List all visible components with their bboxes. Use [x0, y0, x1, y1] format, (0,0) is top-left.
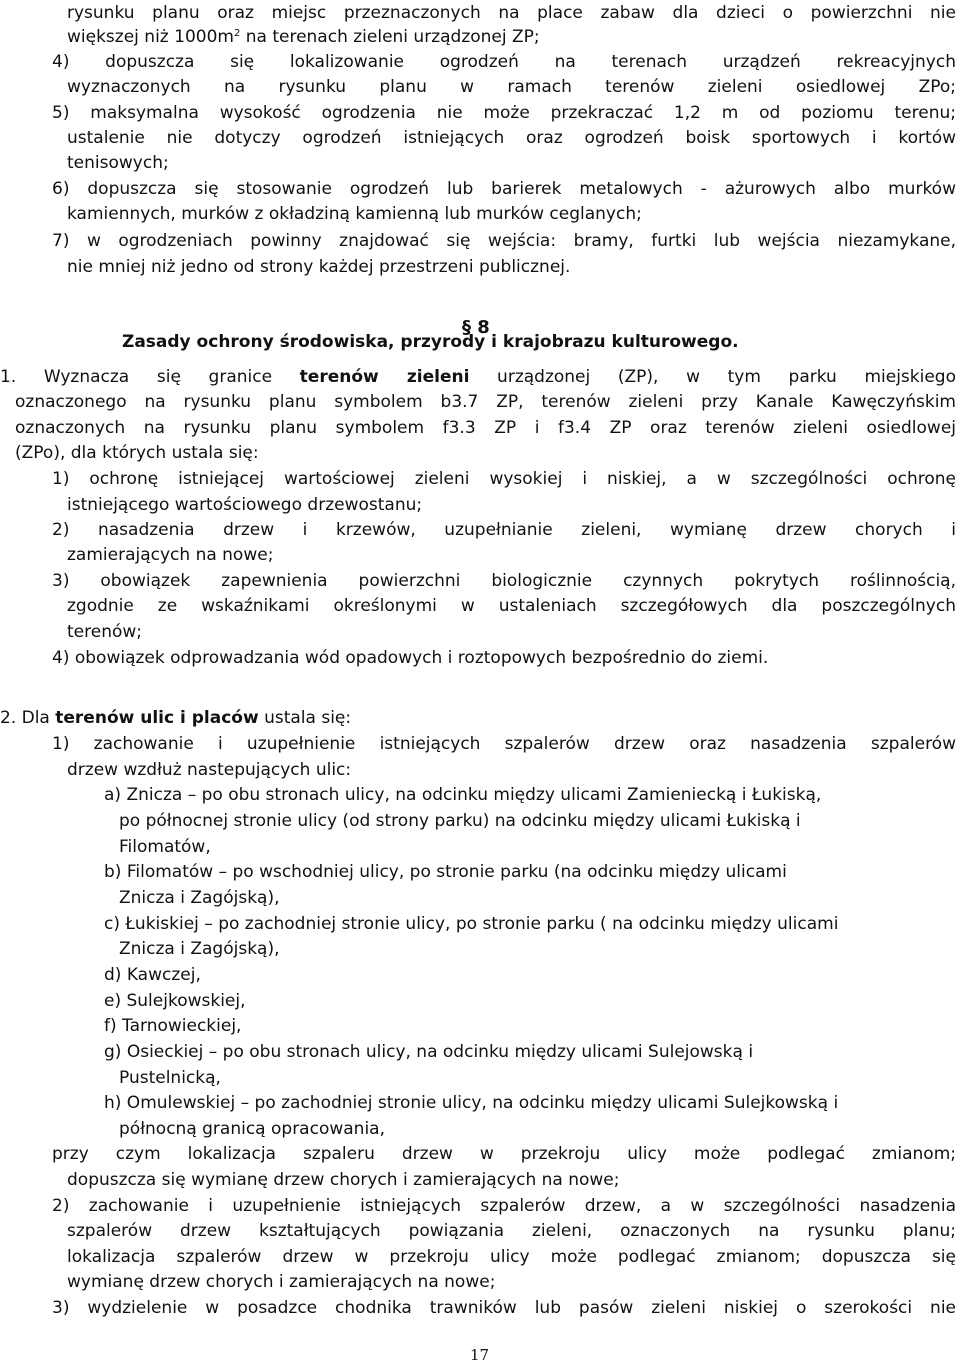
list-subitem-a: a) Znicza – po obu stronach ulicy, na odcinku między ulicami Zamieniecką i Łukiską, — [104, 785, 822, 805]
text-fragment: 1. Wyznacza się granice — [0, 367, 300, 387]
text-line — [0, 228, 960, 254]
text-line — [0, 645, 960, 671]
text-line — [0, 0, 960, 26]
paragraph-text: drzew wzdłuż nastepujących ulic: — [67, 760, 352, 780]
list-item-7: 7) w ogrodzeniach powinny znajdować się wejścia: bramy, furtki lub wejścia niezamykane, — [52, 231, 956, 251]
text-line — [0, 1039, 960, 1065]
paragraph-text: dopuszcza się wymianę drzew chorych i zamierających na nowe; — [67, 1170, 620, 1190]
section-number: § 8 — [462, 317, 490, 338]
paragraph-text: północną granicą opracowania, — [119, 1119, 385, 1139]
paragraph-text: wyznaczonych na rysunku planu w ramach terenów zieleni osiedlowej ZPo; — [67, 77, 956, 97]
text-line — [0, 593, 960, 619]
text-line — [0, 911, 960, 937]
text-line — [0, 1116, 960, 1142]
paragraph-text: oznaczonego na rysunku planu symbolem b3.7 ZP, terenów zieleni przy Kanale Kawęczyńskim — [15, 392, 956, 412]
text-line — [0, 885, 960, 911]
text-line — [0, 731, 960, 757]
list-subitem-f: f) Tarnowieckiej, — [104, 1016, 242, 1036]
text-line — [0, 201, 960, 227]
text-line — [0, 176, 960, 202]
bold-term: terenów zieleni — [299, 367, 470, 387]
text-line — [0, 1269, 960, 1295]
list-subitem-d: d) Kawczej, — [104, 965, 201, 985]
text-line — [0, 859, 960, 885]
paragraph-text: oznaczonych na rysunku planu symbolem f3.3 ZP i f3.4 ZP oraz terenów zieleni osiedlowej — [15, 418, 956, 438]
text-line — [0, 440, 960, 466]
text-line — [0, 1193, 960, 1219]
paragraph-text — [0, 705, 351, 731]
text-line — [0, 1065, 960, 1091]
list-item-2: 2) zachowanie i uzupełnienie istniejących szpalerów drzew, a w szczególności nasadzenia — [52, 1196, 956, 1216]
text-line — [0, 24, 960, 50]
paragraph-text: terenów; — [67, 622, 143, 642]
list-item-3: 3) wydzielenie w posadzce chodnika trawników lub pasów zieleni niskiej o szerokości nie — [52, 1298, 956, 1318]
text-line — [0, 962, 960, 988]
text-fragment: urządzonej (ZP), w tym parku miejskiego — [469, 367, 956, 387]
text-line — [0, 1013, 960, 1039]
text-line — [0, 389, 960, 415]
paragraph-text: Znicza i Zagójską), — [119, 939, 280, 959]
text-line — [0, 150, 960, 176]
text-line — [0, 808, 960, 834]
paragraph-text: kamiennych, murków z okładziną kamienną lub murków ceglanych; — [67, 204, 642, 224]
text-line — [0, 834, 960, 860]
text-line — [0, 1218, 960, 1244]
list-item-4: 4) dopuszcza się lokalizowanie ogrodzeń na terenach urządzeń rekreacyjnych — [52, 52, 956, 72]
paragraph-text: rysunku planu oraz miejsc przeznaczonych na place zabaw dla dzieci o powierzchni nie — [67, 3, 956, 23]
list-subitem-c: c) Łukiskiej – po zachodniej stronie ulicy, po stronie parku ( na odcinku między ulicami — [104, 914, 839, 934]
text-line — [0, 782, 960, 808]
text-line — [0, 100, 960, 126]
text-fragment: na terenach zieleni urządzonej ZP; — [240, 27, 540, 47]
text-fragment: 2. Dla — [0, 708, 56, 728]
list-item-4: 4) obowiązek odprowadzania wód opadowych i roztopowych bezpośrednio do ziemi. — [52, 648, 769, 668]
text-line — [0, 1295, 960, 1321]
text-line — [0, 705, 960, 731]
bold-term: terenów ulic i placów — [55, 708, 259, 728]
list-subitem-g: g) Osieckiej – po obu stronach ulicy, na odcinku między ulicami Sulejowską i — [104, 1042, 754, 1062]
paragraph-text — [67, 24, 540, 50]
superscript: 2 — [233, 28, 241, 39]
list-item-6: 6) dopuszcza się stosowanie ogrodzeń lub barierek metalowych - ażurowych albo murków — [52, 179, 956, 199]
text-fragment: większej niż 1000m — [67, 27, 234, 47]
list-subitem-b: b) Filomatów – po wschodniej ulicy, po stronie parku (na odcinku między ulicami — [104, 862, 787, 882]
text-line — [0, 757, 960, 783]
list-item-1: 1) ochronę istniejącej wartościowej zieleni wysokiej i niskiej, a w szczególności ochronę — [52, 469, 956, 489]
list-item-2: 2) nasadzenia drzew i krzewów, uzupełnianie zieleni, wymianę drzew chorych i — [52, 520, 956, 540]
text-line — [0, 542, 960, 568]
paragraph-text — [0, 364, 956, 390]
paragraph-text: ustalenie nie dotyczy ogrodzeń istniejących oraz ogrodzeń boisk sportowych i kortów — [67, 128, 956, 148]
paragraph-text: szpalerów drzew kształtujących powiązania zieleni, oznaczonych na rysunku planu; — [67, 1221, 956, 1241]
text-line — [0, 254, 960, 280]
paragraph-text: po północnej stronie ulicy (od strony parku) na odcinku między ulicami Łukiską i — [119, 811, 801, 831]
section-title: Zasady ochrony środowiska, przyrody i krajobrazu kulturowego. — [122, 332, 739, 352]
paragraph-text: przy czym lokalizacja szpaleru drzew w przekroju ulicy może podlegać zmianom; — [52, 1144, 956, 1164]
list-subitem-e: e) Sulejkowskiej, — [104, 991, 246, 1011]
paragraph-text: istniejącego wartościowego drzewostanu; — [67, 495, 423, 515]
text-line — [0, 1244, 960, 1270]
paragraph-text: zamierających na nowe; — [67, 545, 274, 565]
text-line — [0, 936, 960, 962]
list-item-3: 3) obowiązek zapewnienia powierzchni biologicznie czynnych pokrytych roślinnością, — [52, 571, 956, 591]
text-line — [0, 466, 960, 492]
paragraph-text: Pustelnicką, — [119, 1068, 221, 1088]
list-subitem-h: h) Omulewskiej – po zachodniej stronie ulicy, na odcinku między ulicami Sulejkowską i — [104, 1093, 839, 1113]
page-number: 17 — [470, 1346, 490, 1364]
text-line — [0, 492, 960, 518]
text-fragment: ustala się: — [258, 708, 352, 728]
text-line — [0, 568, 960, 594]
paragraph-text: lokalizacja szpalerów drzew w przekroju ulicy może podlegać zmianom; dopuszcza się — [67, 1247, 956, 1267]
text-line — [0, 364, 960, 390]
text-line — [0, 125, 960, 151]
text-line — [0, 1141, 960, 1167]
text-line — [0, 1167, 960, 1193]
text-line — [0, 1090, 960, 1116]
paragraph-text: nie mniej niż jedno od strony każdej przestrzeni publicznej. — [67, 257, 571, 277]
text-line — [0, 619, 960, 645]
paragraph-text: wymianę drzew chorych i zamierających na nowe; — [67, 1272, 496, 1292]
paragraph-text: tenisowych; — [67, 153, 169, 173]
list-item-5: 5) maksymalna wysokość ogrodzenia nie może przekraczać 1,2 m od poziomu terenu; — [52, 103, 956, 123]
paragraph-text: (ZPo), dla których ustala się: — [15, 443, 259, 463]
paragraph-text: zgodnie ze wskaźnikami określonymi w ustaleniach szczegółowych dla poszczególnych — [67, 596, 956, 616]
text-line — [0, 74, 960, 100]
text-line — [0, 49, 960, 75]
text-line — [0, 415, 960, 441]
text-line — [0, 988, 960, 1014]
paragraph-text: Znicza i Zagójską), — [119, 888, 280, 908]
list-item-1: 1) zachowanie i uzupełnienie istniejących szpalerów drzew oraz nasadzenia szpalerów — [52, 734, 956, 754]
paragraph-text: Filomatów, — [119, 837, 211, 857]
text-line — [0, 517, 960, 543]
